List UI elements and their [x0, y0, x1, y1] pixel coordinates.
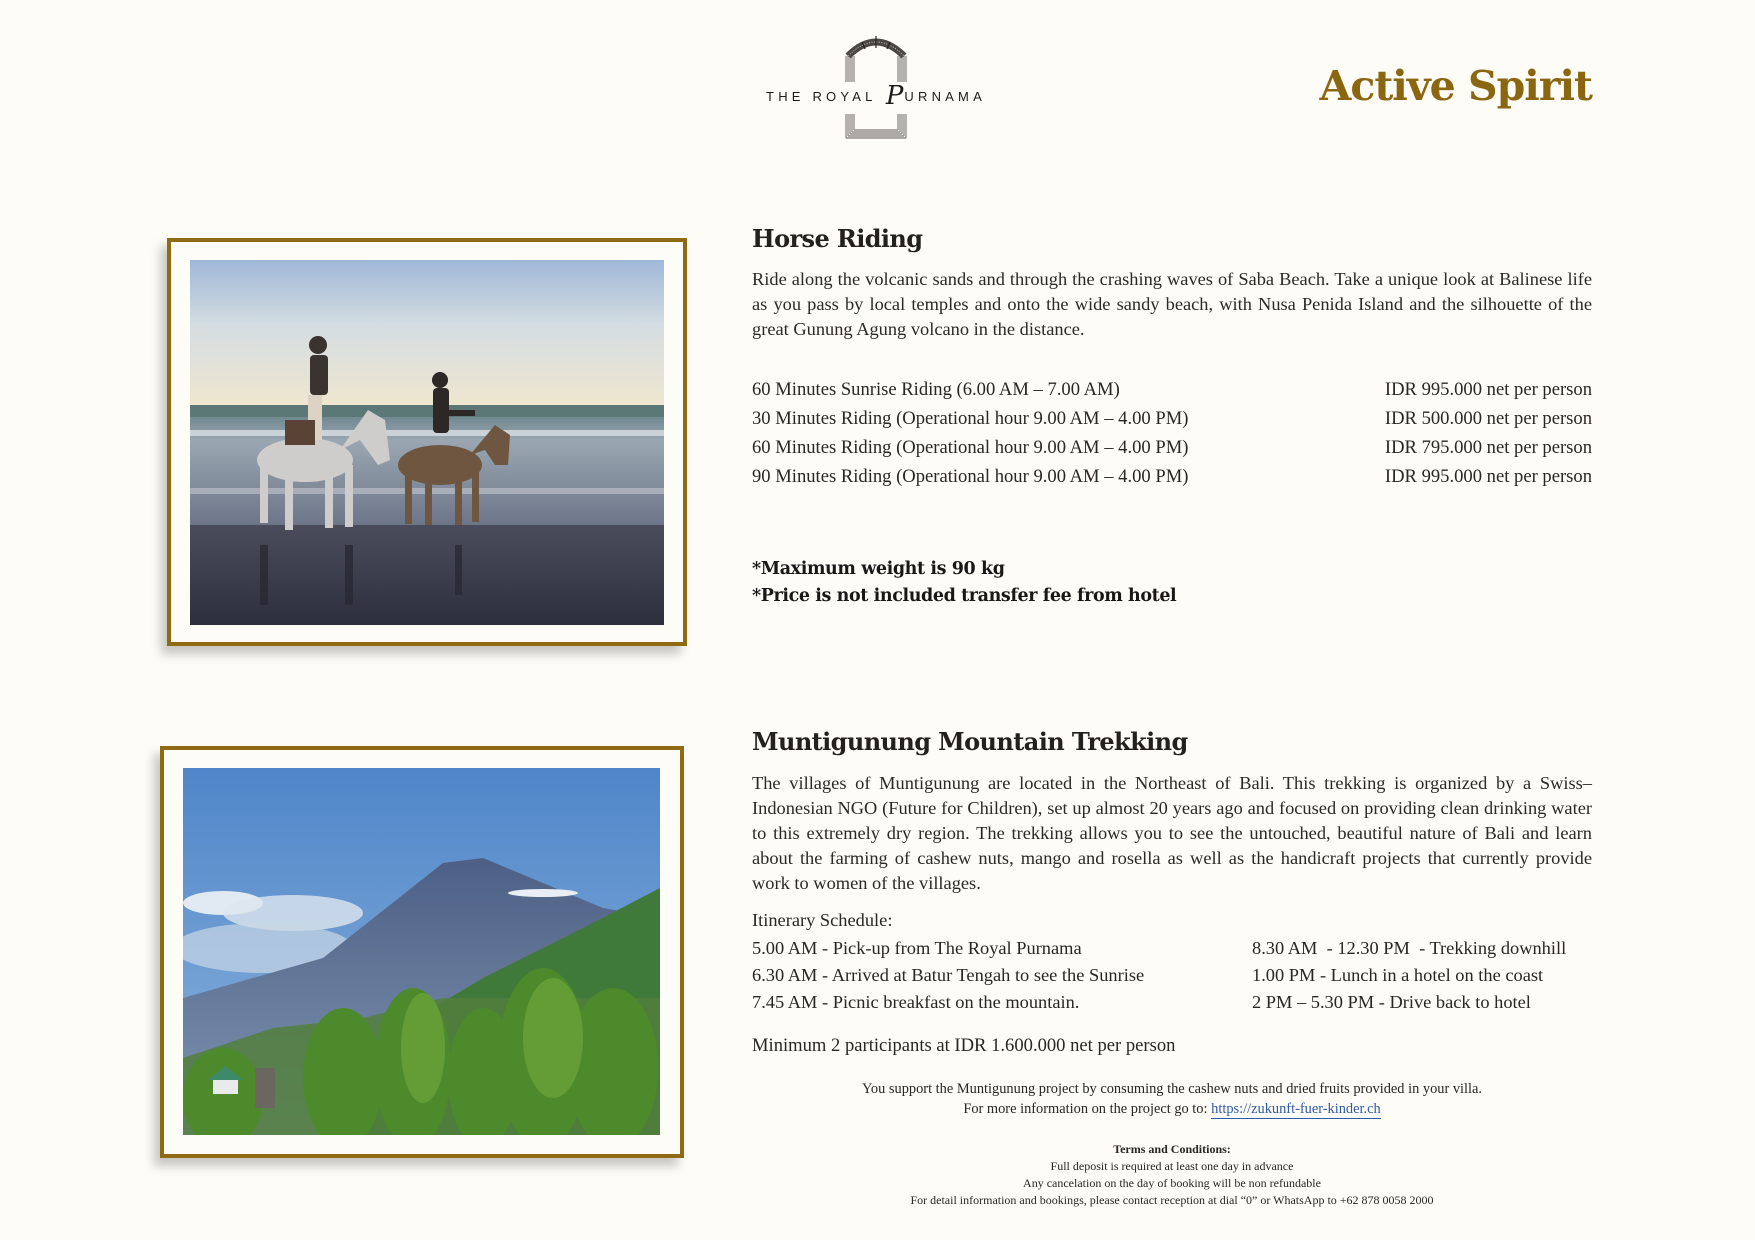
terms-line: Any cancelation on the day of booking will be non refundable: [1023, 1176, 1321, 1190]
price-label: 30 Minutes Riding (Operational hour 9.00 AM – 4.00 PM): [752, 408, 1189, 429]
trekking-photo: [183, 768, 660, 1135]
minimum-participants: Minimum 2 participants at IDR 1.600.000 net per person: [752, 1035, 1176, 1056]
price-value: IDR 995.000 net per person: [1384, 379, 1592, 400]
horse-riding-notes: [752, 556, 1176, 610]
itinerary-item: 5.00 AM - Pick-up from The Royal Purnama: [752, 938, 1082, 958]
itinerary-label: Itinerary Schedule:: [752, 910, 893, 930]
itinerary-item: 7.45 AM - Picnic breakfast on the mountain.: [752, 992, 1080, 1012]
price-label: 60 Minutes Riding (Operational hour 9.00 AM – 4.00 PM): [752, 437, 1189, 458]
price-row: [752, 375, 1592, 404]
more-info-label: For more information on the project go to:: [963, 1101, 1208, 1117]
terms-and-conditions: [752, 1141, 1592, 1209]
horse-riding-description: Ride along the volcanic sands and through the crashing waves of Saba Beach. Take a unique look at Balinese life as you pass by local temples and onto the wide sandy beach, with Nusa Penida Island and the silhouette of the great Gunung Agung volcano in the distance.: [752, 269, 1592, 339]
price-value: IDR 995.000 net per person: [1384, 466, 1592, 487]
note-transfer-fee: *Price is not included transfer fee from hotel: [752, 586, 1177, 606]
terms-title: Terms and Conditions:: [1113, 1142, 1231, 1156]
horse-riding-price-list: [752, 375, 1592, 491]
horse-riding-photo-frame: [167, 238, 687, 646]
itinerary-item: 6.30 AM - Arrived at Batur Tengah to see the Sunrise: [752, 965, 1145, 985]
terms-line: For detail information and bookings, please contact reception at dial “0” or WhatsApp to +62 878 0058 2000: [910, 1193, 1434, 1207]
project-link[interactable]: https://zukunft-fuer-kinder.ch: [1211, 1101, 1381, 1117]
horse-riding-title: Horse Riding: [752, 224, 923, 253]
trekking-description: The villages of Muntigunung are located in the Northeast of Bali. This trekking is organized by a Swiss–Indonesian NGO (Future for Children), set up almost 20 years ago and focused on providing clean drinking water to this extremely dry region. The trekking allows you to see the untouched, beautiful nature of Bali and learn about the farming of cashew nuts, mango and rosella as well as the handicraft projects that currently provide work to women of the villages.: [752, 773, 1592, 893]
trekking-photo-frame: [160, 746, 684, 1158]
trekking-title: Muntigunung Mountain Trekking: [752, 727, 1188, 756]
price-value: IDR 795.000 net per person: [1384, 437, 1592, 458]
note-max-weight: *Maximum weight is 90 kg: [752, 559, 1005, 579]
project-support-note: [752, 1079, 1592, 1119]
price-row: [752, 433, 1592, 462]
itinerary-item: 8.30 AM - 12.30 PM - Trekking downhill: [1252, 938, 1567, 958]
support-line: You support the Muntigunung project by consuming the cashew nuts and dried fruits provided in your villa.: [861, 1081, 1483, 1097]
itinerary-column-right: [1252, 935, 1566, 1016]
terms-line: Full deposit is required at least one day in advance: [1050, 1159, 1294, 1173]
hotel-logo: [758, 34, 994, 140]
itinerary-item: 1.00 PM - Lunch in a hotel on the coast: [1252, 965, 1544, 985]
itinerary-item: 2 PM – 5.30 PM - Drive back to hotel: [1252, 992, 1531, 1012]
price-row: [752, 462, 1592, 491]
price-row: [752, 404, 1592, 433]
price-label: 60 Minutes Sunrise Riding (6.00 AM – 7.00 AM): [752, 379, 1120, 400]
logo-script-letter: P: [885, 81, 904, 111]
itinerary-column-left: [752, 935, 1144, 1016]
price-label: 90 Minutes Riding (Operational hour 9.00 AM – 4.00 PM): [752, 466, 1189, 487]
logo-wordmark: THE ROYAL PURNAMA: [758, 86, 994, 107]
more-info-line: [752, 1099, 1592, 1119]
price-value: IDR 500.000 net per person: [1384, 408, 1592, 429]
page-title: Active Spirit: [1319, 62, 1592, 110]
horse-riding-photo: [190, 260, 664, 625]
